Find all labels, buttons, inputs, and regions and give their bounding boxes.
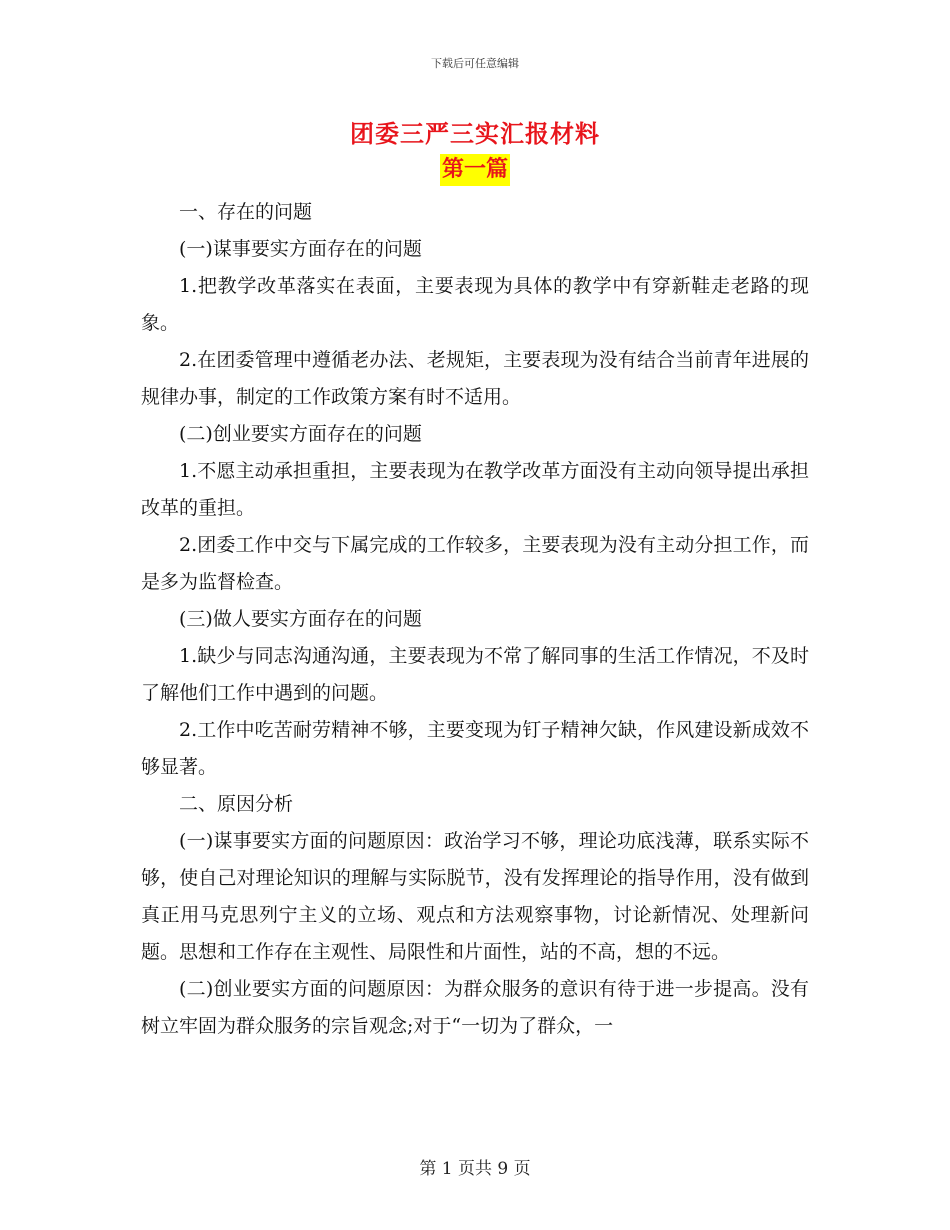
paragraph: 1.不愿主动承担重担，主要表现为在教学改革方面没有主动向领导提出承担改革的重担。	[141, 460, 809, 519]
paragraph: 2.团委工作中交与下属完成的工作较多，主要表现为没有主动分担工作，而是多为监督检查。	[141, 534, 809, 593]
subsection-heading: (二)创业要实方面存在的问题	[179, 423, 422, 445]
document-body	[141, 194, 809, 1045]
subtitle-wrap	[0, 154, 950, 186]
page-number: 第 1 页共 9 页	[419, 1159, 531, 1179]
paragraph: 1.缺少与同志沟通沟通，主要表现为不常了解同事的生活工作情况，不及时了解他们工作中遇到的问题。	[141, 645, 809, 704]
subsection-heading: (三)做人要实方面存在的问题	[179, 608, 422, 630]
document-subtitle: 第一篇	[440, 154, 510, 186]
subsection-heading: (一)谋事要实方面存在的问题	[179, 238, 422, 260]
header-note: 下载后可任意编辑	[431, 57, 519, 70]
section-heading: 二、原因分析	[179, 793, 294, 815]
paragraph: 2.在团委管理中遵循老办法、老规矩，主要表现为没有结合当前青年进展的规律办事，制定的工作政策方案有时不适用。	[141, 349, 809, 408]
paragraph: (二)创业要实方面的问题原因：为群众服务的意识有待于进一步提高。没有树立牢固为群众服务的宗旨观念;对于“一切为了群众，一	[141, 978, 809, 1037]
paragraph: 2.工作中吃苦耐劳精神不够，主要变现为钉子精神欠缺，作风建设新成效不够显著。	[141, 719, 809, 778]
section-heading: 一、存在的问题	[179, 201, 313, 223]
paragraph: (一)谋事要实方面的问题原因：政治学习不够，理论功底浅薄，联系实际不够，使自己对理论知识的理解与实际脱节，没有发挥理论的指导作用，没有做到真正用马克思列宁主义的立场、观点和方法观察事物，讨论新情况、处理新问题。思想和工作存在主观性、局限性和片面性，站的不高，想的不远。	[141, 830, 809, 963]
document-title: 团委三严三实汇报材料	[350, 120, 600, 148]
paragraph: 1.把教学改革落实在表面，主要表现为具体的教学中有穿新鞋走老路的现象。	[141, 275, 809, 334]
